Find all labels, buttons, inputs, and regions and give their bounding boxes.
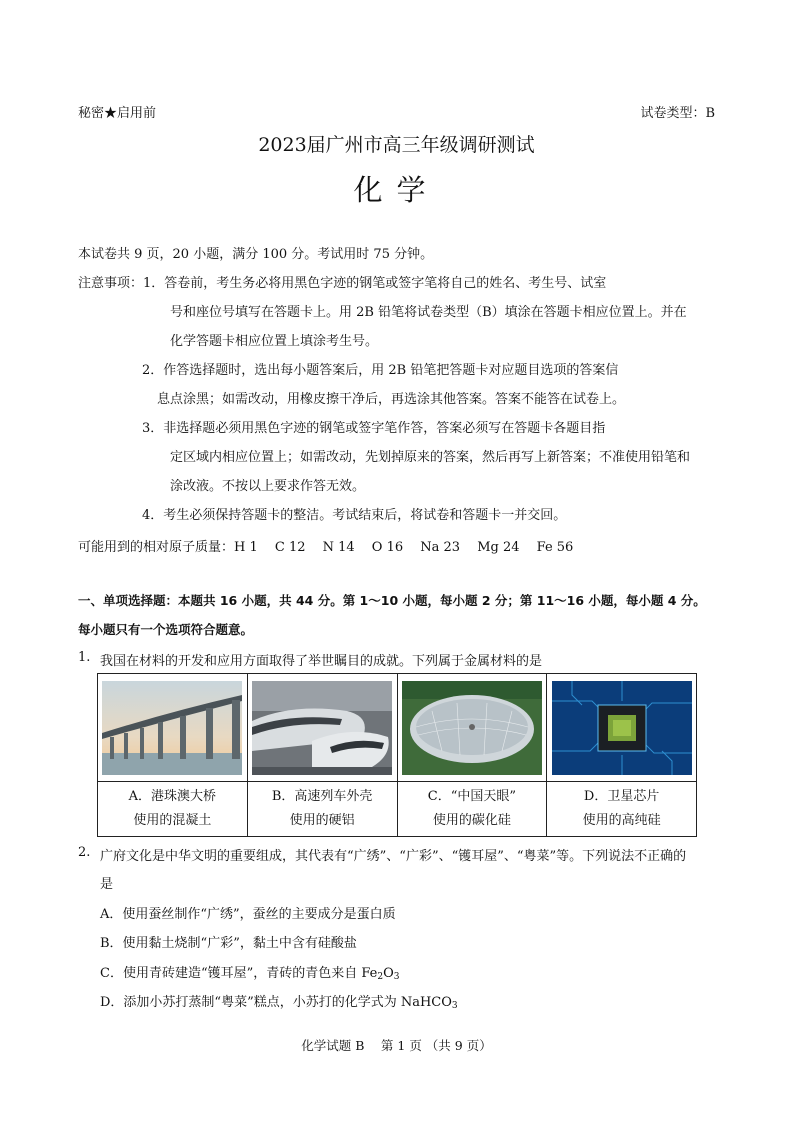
atomic-masses: 可能用到的相对原子质量：H 1 C 12 N 14 O 16 Na 23 Mg 24 Fe 56 xyxy=(78,540,574,555)
note-3-line-1: 3．非选择题必须用黑色字迹的钢笔或签字笔作答，答案必须写在答题卡各题目指 xyxy=(142,421,606,436)
q2-option-a: A．使用蚕丝制作“广绣”，蚕丝的主要成分是蛋白质 xyxy=(100,907,396,922)
q1-stem: 我国在材料的开发和应用方面取得了举世瞩目的成就。下列属于金属材料的是 xyxy=(100,654,543,669)
q1-image-a-cell xyxy=(98,674,248,782)
q1-option-d xyxy=(547,782,697,837)
q1-option-b-line-1: B．高速列车外壳 xyxy=(271,789,373,804)
subject-title: 化学 xyxy=(353,173,440,207)
paper-type-label: 试卷类型：B xyxy=(640,106,715,121)
q2-stem-line-1: 广府文化是中华文明的重要组成，其代表有“广绣”、“广彩”、“镬耳屋”、“粤菜”等。下列说法不正确的 xyxy=(100,849,687,864)
q1-option-c-line-2: 使用的碳化硅 xyxy=(432,813,511,828)
q1-image-c-cell xyxy=(397,674,547,782)
chip-image xyxy=(552,681,692,775)
q1-options-table xyxy=(97,673,697,837)
q2-option-d: D．添加小苏打蒸制“粤菜”糕点，小苏打的化学式为 NaHCO$_3$ xyxy=(100,995,458,1011)
note-2-line-2: 息点涂黑；如需改动，用橡皮擦干净后，再选涂其他答案。答案不能答在试卷上。 xyxy=(157,392,626,407)
q1-option-d-line-1: D．卫星芯片 xyxy=(583,789,660,804)
q1-option-a xyxy=(98,782,248,837)
q1-option-c xyxy=(397,782,547,837)
note-1-line-1: 注意事项：1．答卷前，考生务必将用黑色字迹的钢笔或签字笔将自己的姓名、考生号、试室 xyxy=(78,276,607,291)
page-footer: 化学试题 B 第 1 页 （共 9 页） xyxy=(301,1038,492,1053)
q1-option-b xyxy=(247,782,397,837)
train-image xyxy=(252,681,392,775)
q1-number: 1. xyxy=(78,650,91,665)
q1-option-b-line-2: 使用的硬铝 xyxy=(289,813,355,828)
q1-image-d-cell xyxy=(547,674,697,782)
section-heading-line-1: 一、单项选择题：本题共 16 小题，共 44 分。第 1～10 小题，每小题 2 分；第 11～16 小题，每小题 4 分。 xyxy=(78,593,706,608)
section-heading-line-2: 每小题只有一个选项符合题意。 xyxy=(78,622,254,637)
secret-label: 秘密★启用前 xyxy=(78,106,157,121)
bridge-image xyxy=(102,681,242,775)
telescope-image xyxy=(402,681,542,775)
q1-option-a-line-1: A．港珠澳大桥 xyxy=(128,789,217,804)
note-3-line-2: 定区域内相应位置上；如需改动，先划掉原来的答案，然后再写上新答案；不准使用铅笔和 xyxy=(170,450,691,465)
q1-image-b-cell xyxy=(247,674,397,782)
note-1-line-3: 化学答题卡相应位置上填涂考生号。 xyxy=(170,334,379,349)
q1-option-a-line-2: 使用的混凝土 xyxy=(133,813,212,828)
q2-stem-line-2: 是 xyxy=(100,877,114,892)
q1-option-c-line-1: C．“中国天眼” xyxy=(427,789,516,804)
note-1-line-2: 号和座位号填写在答题卡上。用 2B 铅笔将试卷类型（B）填涂在答题卡相应位置上。并在 xyxy=(170,305,687,320)
q2-option-c: C．使用青砖建造“镬耳屋”，青砖的青色来自 $Fe_2O_3$ xyxy=(100,966,400,982)
q2-option-b: B．使用黏土烧制“广彩”，黏土中含有硅酸盐 xyxy=(100,936,357,951)
intro-text: 本试卷共 9 页，20 小题，满分 100 分。考试用时 75 分钟。 xyxy=(78,247,434,262)
exam-title: 2023届广州市高三年级调研测试 xyxy=(258,134,535,156)
note-3-line-3: 涂改液。不按以上要求作答无效。 xyxy=(170,479,366,494)
q1-option-d-line-2: 使用的高纯硅 xyxy=(582,813,661,828)
note-4-line-1: 4．考生必须保持答题卡的整洁。考试结束后，将试卷和答题卡一并交回。 xyxy=(142,508,567,523)
note-2-line-1: 2．作答选择题时，选出每小题答案后，用 2B 铅笔把答题卡对应题目选项的答案信 xyxy=(142,363,619,378)
q2-number: 2. xyxy=(78,845,91,860)
